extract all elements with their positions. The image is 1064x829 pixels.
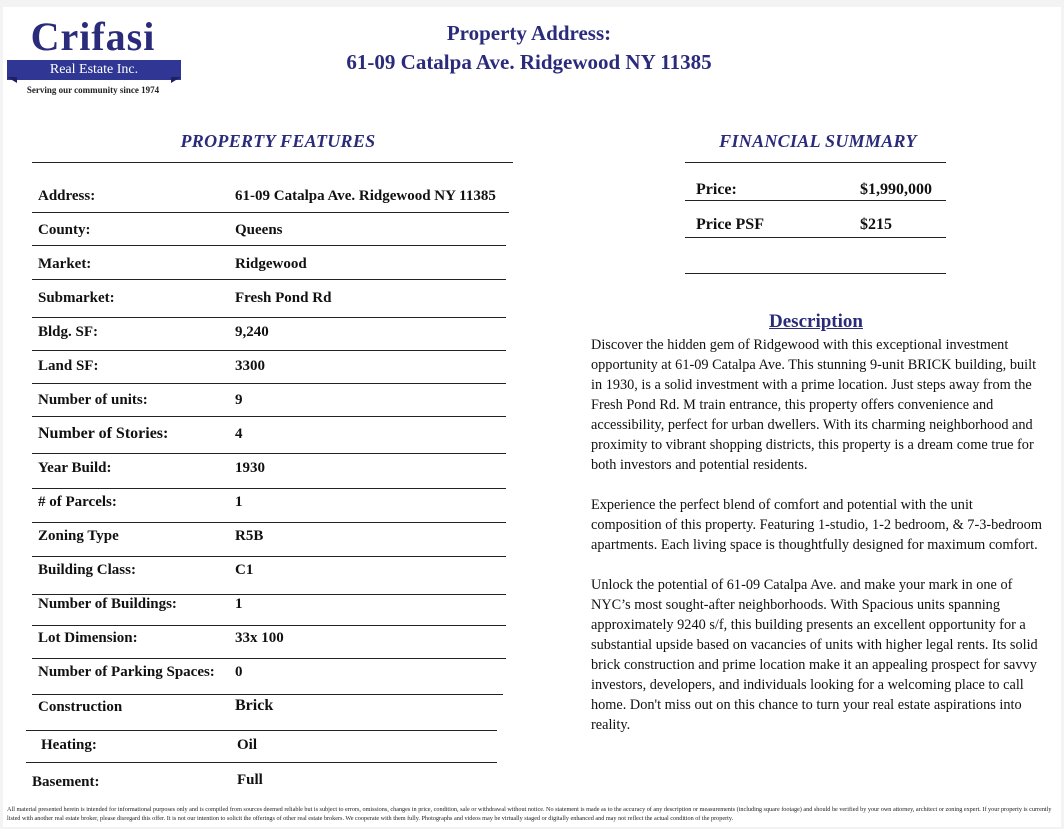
financial-value: $1,990,000 <box>860 181 932 198</box>
feature-row-divider <box>32 350 506 351</box>
financial-value: $215 <box>860 216 892 233</box>
description-paragraph: Unlock the potential of 61-09 Catalpa Ave. and make your mark in one of NYC’s most sought-after neighborhoods. With Spacious units spanning approximately 9240 s/f, this building presents an excellent opportunity for a substantial upside based on vacancies of units with higher legal rents. Its solid brick construction and prime location make it an appealing prospect for savvy investors, developers, and individuals looking for a welcoming place to call home. Don't miss out on this chance to turn your real estate aspirations into reality. <box>591 577 1038 733</box>
logo-tagline: Serving our community since 1974 <box>26 85 160 95</box>
feature-label: Number of Buildings: <box>38 596 177 612</box>
description-paragraph: Experience the perfect blend of comfort and potential with the unit composition of this property. Featuring 1-studio, 1-2 bedroom, & 7-3-bedroom apartments. Each living space is thoughtfully designed for maximum comfort. <box>591 497 1042 553</box>
logo-banner-wing-right <box>171 77 181 83</box>
feature-value: Brick <box>235 697 274 714</box>
feature-value: 0 <box>235 664 243 680</box>
features-top-rule <box>32 162 513 163</box>
feature-row-divider <box>32 488 506 489</box>
feature-label: County: <box>38 222 91 238</box>
feature-row-divider <box>32 245 506 246</box>
flyer-page <box>3 7 1061 827</box>
feature-label: Address: <box>38 188 96 204</box>
feature-value: 3300 <box>235 358 265 374</box>
feature-value: 9 <box>235 392 243 408</box>
feature-value: 9,240 <box>235 324 269 340</box>
feature-row-divider <box>32 556 506 557</box>
logo-banner: Real Estate Inc. <box>7 60 181 80</box>
feature-label: Number of Stories: <box>38 425 169 442</box>
description-paragraph: Discover the hidden gem of Ridgewood with this exceptional investment opportunity at 61-09 Catalpa Ave. This stunning 9-unit BRICK building, built in 1930, is a solid investment with a prime location. Just steps away from the Fresh Pond Rd. M train entrance, this property offers convenience and accessibility, perfect for urban dwellers. With its charming neighborhood and proximity to vibrant shopping districts, this property is a dream come true for both investors and potential residents. <box>591 337 1037 473</box>
financial-label: Price PSF <box>696 216 764 233</box>
feature-label: Year Build: <box>38 460 112 476</box>
legal-disclaimer: All material presented herein is intended for informational purposes only and is compiled from sources deemed reliable but is subject to errors, omissions, changes in price, condition, sale or withdrawal without notice. No statement is made as to the accuracy of any description or measurements (including square footage) and should be verified by your own attorney, architect or zoning expert. If your property is currently listed with another real estate broker, please disregard this offer. It is not our intention to solicit the offerings of other real estate brokers. We cooperate with them fully. Photographs and videos may be virtually staged or digitally enhanced and may not reflect the actual condition of the property. <box>7 806 1052 822</box>
feature-label: Basement: <box>32 774 100 790</box>
feature-value: Fresh Pond Rd <box>235 290 332 306</box>
feature-label: Bldg. SF: <box>38 324 99 340</box>
feature-value: Oil <box>237 737 258 753</box>
feature-value: R5B <box>235 528 264 544</box>
financial-top-rule <box>685 162 946 163</box>
feature-value: Ridgewood <box>235 256 307 272</box>
financial-row-divider <box>685 200 946 201</box>
feature-row-divider <box>32 694 503 695</box>
feature-label: # of Parcels: <box>38 494 117 510</box>
feature-label: Building Class: <box>38 562 136 578</box>
feature-row-divider <box>32 416 506 417</box>
feature-label: Number of units: <box>38 392 148 408</box>
feature-row-divider <box>32 522 506 523</box>
feature-label: Heating: <box>41 737 97 753</box>
feature-label: Land SF: <box>38 358 99 374</box>
feature-value: Full <box>237 772 263 788</box>
description-title: Description <box>769 311 863 332</box>
feature-row-divider <box>32 625 506 626</box>
feature-label: Market: <box>38 256 92 272</box>
description-body <box>591 335 1043 755</box>
feature-label: Submarket: <box>38 290 115 306</box>
feature-value: 1 <box>235 596 243 612</box>
company-logo <box>7 14 183 97</box>
feature-row-divider <box>32 279 506 280</box>
financial-bottom-rule <box>685 273 946 274</box>
property-address-heading: 61-09 Catalpa Ave. Ridgewood NY 11385 <box>346 50 712 74</box>
logo-banner-wing-left <box>7 77 17 83</box>
feature-label: Number of Parking Spaces: <box>38 664 215 680</box>
feature-value: 1 <box>235 494 243 510</box>
feature-value: 1930 <box>235 460 265 476</box>
feature-label: Zoning Type <box>38 528 119 544</box>
feature-label: Construction <box>38 699 123 715</box>
financial-row-divider <box>685 237 946 238</box>
feature-row-divider <box>32 658 506 659</box>
feature-row-divider <box>32 212 509 213</box>
logo-name: Crifasi <box>30 14 156 59</box>
property-address-label: Property Address: <box>446 21 612 45</box>
feature-row-divider <box>32 383 506 384</box>
property-features-title: PROPERTY FEATURES <box>180 131 376 151</box>
feature-value: 61-09 Catalpa Ave. Ridgewood NY 11385 <box>235 188 496 204</box>
feature-value: Queens <box>235 222 283 238</box>
feature-value: 33x 100 <box>235 630 284 646</box>
feature-value: C1 <box>235 562 254 578</box>
feature-row-divider <box>26 762 497 763</box>
feature-value: 4 <box>235 426 243 442</box>
financial-label: Price: <box>696 181 737 198</box>
financial-summary-title: FINANCIAL SUMMARY <box>719 131 917 151</box>
feature-row-divider <box>26 730 497 731</box>
feature-label: Lot Dimension: <box>38 630 138 646</box>
feature-row-divider <box>32 317 506 318</box>
feature-row-divider <box>32 453 506 454</box>
